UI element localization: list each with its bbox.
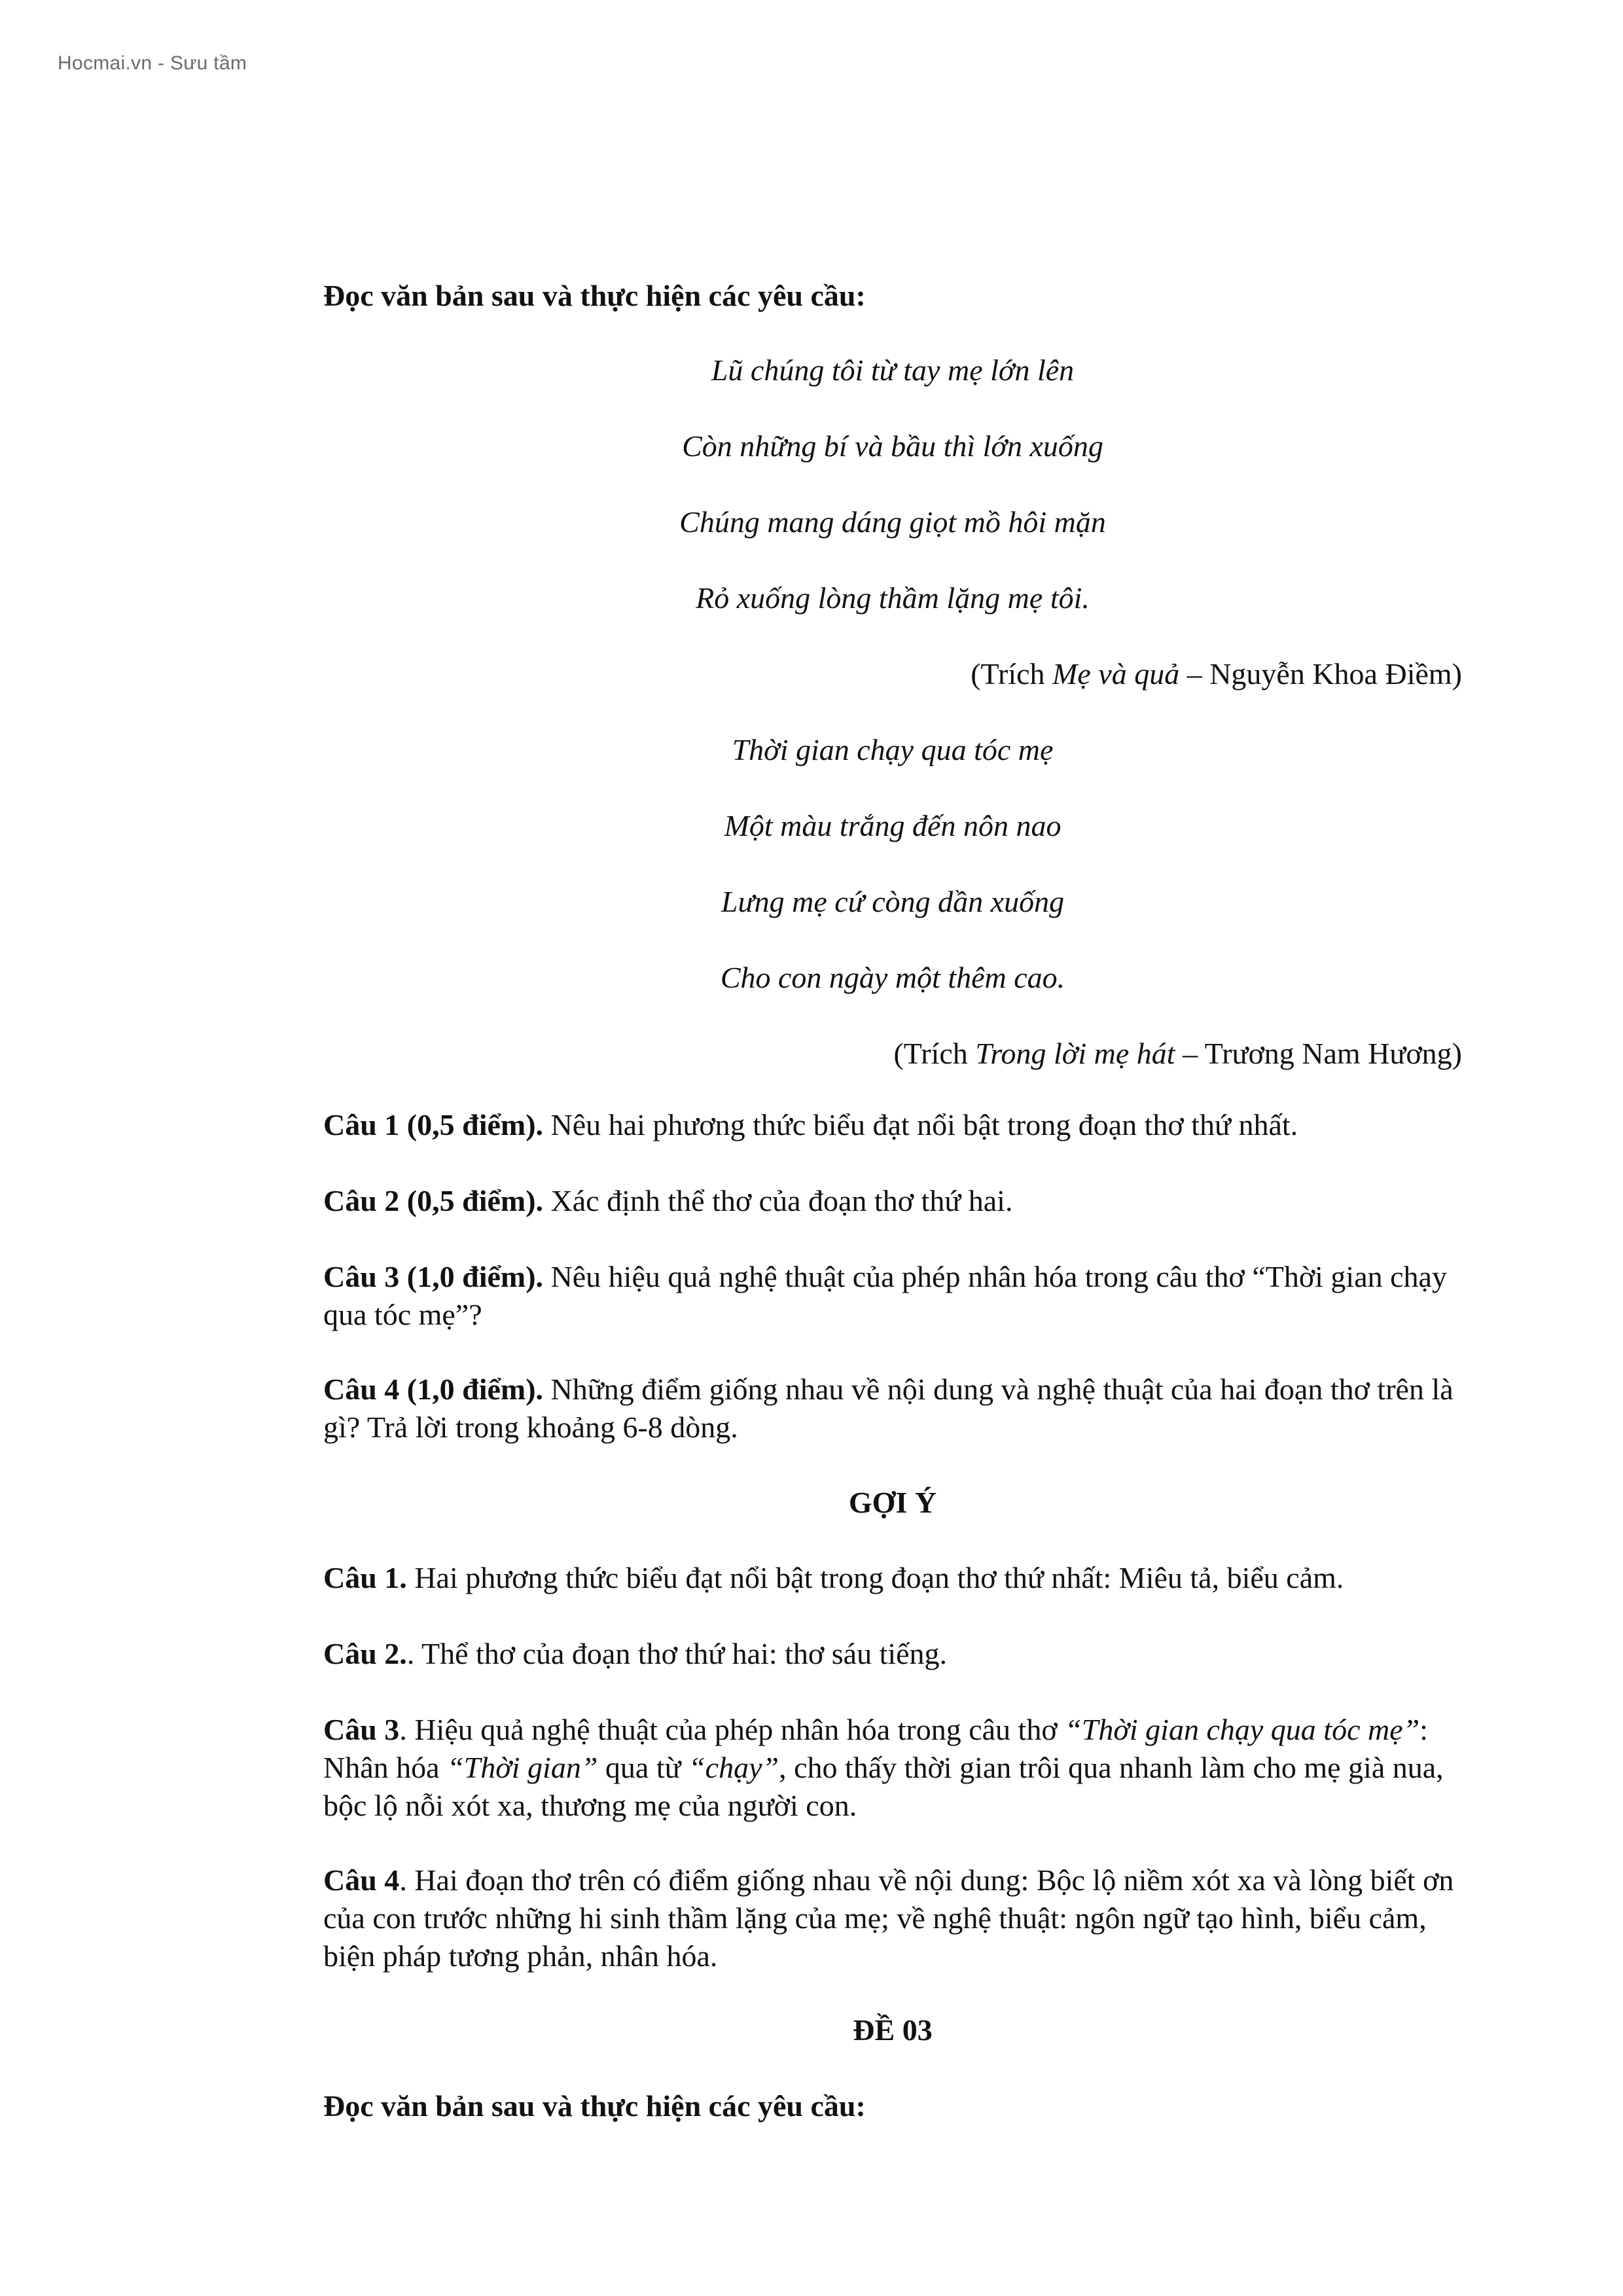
poem1-line-2: Còn những bí và bầu thì lớn xuống (682, 429, 1103, 463)
poem1-line-1: Lũ chúng tôi từ tay mẹ lớn lên (711, 353, 1075, 387)
question-3 (323, 1258, 1462, 1334)
poem2-line-1: Thời gian chạy qua tóc mẹ (732, 733, 1054, 766)
answer-quote: “chạy” (688, 1751, 779, 1784)
poem2-source (323, 1035, 1462, 1072)
hint-heading: GỢI Ý (848, 1486, 937, 1519)
question-text: Nêu hai phương thức biểu đạt nổi bật trong đoạn thơ thứ nhất. (543, 1108, 1298, 1141)
section-heading: ĐỀ 03 (853, 2013, 933, 2047)
answer-2 (323, 1635, 1462, 1673)
source-title: Trong lời mẹ hát (975, 1037, 1175, 1070)
answer-quote: “Thời gian” (447, 1751, 598, 1784)
answer-text: . Hai đoạn thơ trên có điểm giống nhau về nội dung: Bộc lộ niềm xót xa và lòng biết ơn của con trước những hi sinh thầm lặng của mẹ; về nghệ thuật: ngôn ngữ tạo hình, biểu cảm, biện pháp tương phản, nhân hóa. (323, 1863, 1454, 1973)
poem2-line-4: Cho con ngày một thêm cao. (720, 961, 1065, 994)
intro-heading: Đọc văn bản sau và thực hiện các yêu cầu: (323, 279, 866, 312)
poem1-line-4: Rỏ xuống lòng thầm lặng mẹ tôi. (696, 581, 1090, 615)
answer-text: , cho thấy thời gian trôi qua nhanh làm cho mẹ già nua, bộc lộ nỗi xót xa, thương mẹ của người con. (323, 1751, 1444, 1822)
answer-text: . Thể thơ của đoạn thơ thứ hai: thơ sáu tiếng. (406, 1637, 948, 1670)
question-1 (323, 1106, 1462, 1144)
question-label: Câu 3 (1,0 điểm). (323, 1260, 544, 1293)
answer-text: . Hiệu quả nghệ thuật của phép nhân hóa trong câu thơ (399, 1713, 1065, 1746)
question-text: Xác định thể thơ của đoạn thơ thứ hai. (543, 1184, 1013, 1217)
answer-3 (323, 1711, 1462, 1825)
answer-1 (323, 1559, 1462, 1597)
poem1-line-3: Chúng mang dáng giọt mồ hôi mặn (679, 505, 1106, 539)
question-label: Câu 4 (1,0 điểm). (323, 1372, 544, 1406)
answer-text: Hai phương thức biểu đạt nổi bật trong đoạn thơ thứ nhất: Miêu tả, biểu cảm. (406, 1561, 1344, 1594)
question-4 (323, 1371, 1462, 1446)
poem2-line-2: Một màu trắng đến nôn nao (724, 809, 1061, 842)
answer-label: Câu 3 (323, 1713, 400, 1746)
source-prefix: (Trích (893, 1037, 976, 1070)
source-suffix: – Trương Nam Hương) (1175, 1037, 1462, 1070)
answer-quote: “Thời gian chạy qua tóc mẹ” (1065, 1713, 1420, 1746)
answer-text: : Nhân hóa (323, 1713, 1428, 1784)
question-text: Những điểm giống nhau về nội dung và nghệ thuật của hai đoạn thơ trên là gì? Trả lời trong khoảng 6-8 dòng. (323, 1372, 1454, 1444)
intro-heading-2: Đọc văn bản sau và thực hiện các yêu cầu: (323, 2089, 866, 2123)
question-text: Nêu hiệu quả nghệ thuật của phép nhân hóa trong câu thơ “Thời gian chạy qua tóc mẹ”? (323, 1260, 1447, 1331)
answer-4 (323, 1861, 1462, 1975)
poem2-line-3: Lưng mẹ cứ còng dần xuống (721, 885, 1065, 918)
answer-text: qua từ (597, 1751, 689, 1784)
source-prefix: (Trích (971, 657, 1053, 691)
answer-label: Câu 1. (323, 1561, 407, 1594)
answer-label: Câu 2. (323, 1637, 407, 1670)
watermark: Hocmai.vn - Sưu tầm (58, 52, 247, 74)
source-suffix: – Nguyễn Khoa Điềm) (1179, 657, 1462, 691)
question-2 (323, 1182, 1462, 1220)
question-label: Câu 2 (0,5 điểm). (323, 1184, 544, 1217)
question-label: Câu 1 (0,5 điểm). (323, 1108, 544, 1141)
source-title: Mẹ và quả (1052, 657, 1180, 691)
poem1-source (323, 656, 1462, 692)
answer-label: Câu 4 (323, 1863, 400, 1897)
